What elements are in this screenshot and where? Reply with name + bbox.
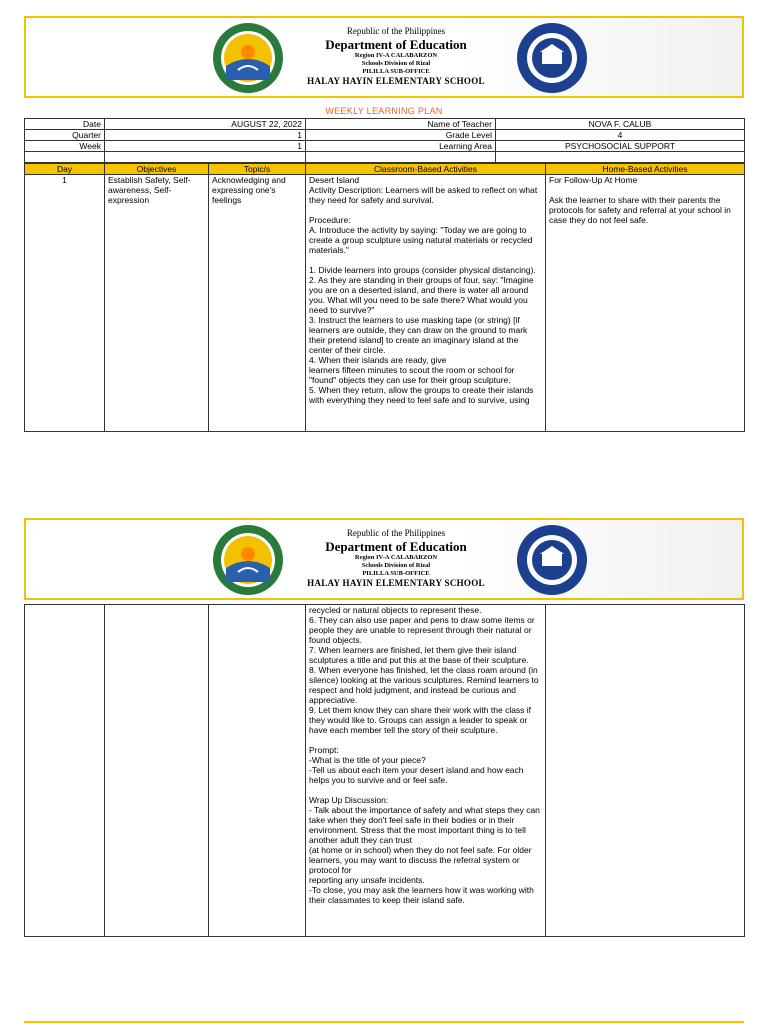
page-2 [24,518,744,937]
day-cell [25,605,105,937]
table-row [25,605,745,937]
republic-line: Republic of the Philippines [346,26,446,36]
letterhead [24,518,744,600]
school-name: HALAY HAYIN ELEMENTARY SCHOOL [307,578,485,588]
division-seal-logo [212,22,284,94]
day-cell: 1 [25,175,105,432]
plan-title: WEEKLY LEARNING PLAN [325,106,443,116]
school-seal-logo [516,22,588,94]
teacher-value: NOVA F. CALUB [496,119,745,130]
week-value: 1 [105,141,306,152]
home-activities-cell: For Follow-Up At Home Ask the learner to share with their parents the protocols for safety and referral at your school in case they do not feel safe. [546,175,745,432]
grade-value: 4 [496,130,745,141]
classroom-activities-cell: Desert Island Activity Description: Learners will be asked to reflect on what they need for safety and survival. Procedure: A. Introduce the activity by saying: "Today we are going to create a group sculpture using natural materials or recycled materials." 1. Divide learners into groups (consider physical distancing). 2. As they are standing in their groups of four, say: "Imagine you are on a deserted island, and there is water all around you. What will you need to be safe there? What would you need to survive?" 3. Instruct the learners to use masking tape (or string) [if learners are outside, they can draw on the ground to mark their pretend island] to create an imaginary island at the center of their circle. 4. When their islands are ready, give learners fifteen minutes to scout the room or school for "found" objects they can use for their group sculpture. 5. When they return, allow the groups to create their islands with everything they need to feel safe and to survive, using [306,175,546,432]
column-header-classroom: Classroom-Based Activities [306,164,546,175]
department-name: Department of Education [325,37,467,52]
week-label: Week [25,141,105,152]
teacher-label: Name of Teacher [306,119,496,130]
topics-cell [209,605,306,937]
date-label: Date [25,119,105,130]
topics-cell: Acknowledging and expressing one's feelings [209,175,306,432]
footer-rule [24,1021,744,1023]
sub-office-line: PILILLA SUB-OFFICE [362,570,430,577]
region-line: Region IV-A CALABARZON [354,554,438,561]
region-line: Region IV-A CALABARZON [354,52,438,59]
table-row [25,175,745,432]
area-label: Learning Area [306,141,496,152]
classroom-activities-cell: recycled or natural objects to represent these. 6. They can also use paper and pens to draw some items or people they are unable to represent through their natural or found objects. 7. When learners are finished, let them give their island sculptures a title and put this at the base of their sculpture. 8. When everyone has finished, let the class roam around (in silence) looking at the various sculptures. Remind learners to respect and hold judgment, and instead be curious and appreciative. 9. Let them know they can share their work with the class if they would like to. Groups can assign a leader to speak or have each member tell the story of their sculpture. Prompt: -What is the title of your piece? -Tell us about each item your desert island and how each helps you to survive and or feel safe. Wrap Up Discussion: - Talk about the importance of safety and what steps they can take when they don't feel safe in their bodies or in their environment. Stress that the most important thing is to tell another adult they can trust (at home or in school) when they do not feel safe. For older learners, you may want to discuss the referral system or protocol for reporting any unsafe incidents. -To close, you may ask the learners how it was working with their classmates to keep their island safe. [306,605,546,937]
spacer-cell [105,152,306,163]
sub-office-line: PILILLA SUB-OFFICE [362,68,430,75]
letterhead-text [276,528,516,589]
school-name: HALAY HAYIN ELEMENTARY SCHOOL [307,76,485,86]
division-seal-logo [212,524,284,596]
objectives-cell [105,605,209,937]
activity-table-continued [24,604,745,937]
division-line: Schools Division of Rizal [361,60,431,67]
column-header-topics: Topic/s [209,164,306,175]
plan-meta-table [24,118,745,163]
spacer-cell [306,152,496,163]
column-header-home: Home-Based Activities [546,164,745,175]
school-seal-logo [516,524,588,596]
column-header-day: Day [25,164,105,175]
republic-line: Republic of the Philippines [346,528,446,538]
activity-table [24,163,745,432]
spacer-cell [496,152,745,163]
objectives-cell: Establish Safety, Self-awareness, Self-expression [105,175,209,432]
letterhead [24,16,744,98]
area-value: PSYCHOSOCIAL SUPPORT [496,141,745,152]
date-value: AUGUST 22, 2022 [105,119,306,130]
grade-label: Grade Level [306,130,496,141]
letterhead-text [276,26,516,87]
home-activities-cell [546,605,745,937]
page-1 [24,16,744,432]
spacer-cell [25,152,105,163]
column-header-objectives: Objectives [105,164,209,175]
quarter-value: 1 [105,130,306,141]
quarter-label: Quarter [25,130,105,141]
department-name: Department of Education [325,539,467,554]
division-line: Schools Division of Rizal [361,562,431,569]
